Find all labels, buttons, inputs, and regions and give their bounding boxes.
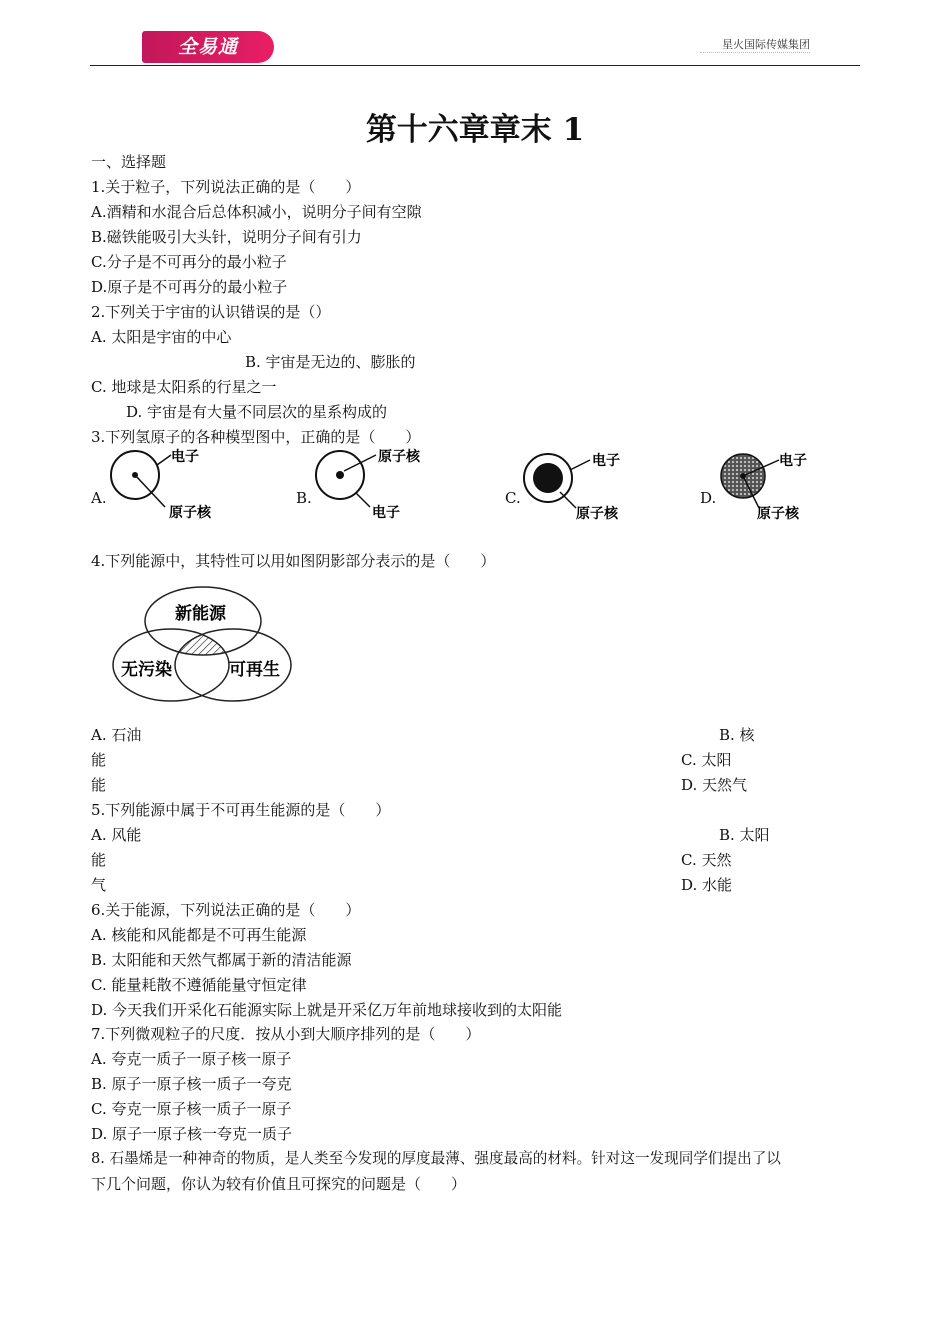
q6-option-c: C. 能量耗散不遵循能量守恒定律 (91, 976, 307, 994)
q5-option-c: C. 天然 (681, 851, 732, 869)
q6-option-a: A. 核能和风能都是不可再生能源 (91, 926, 307, 944)
q3d-electron-label: 电子 (779, 453, 807, 469)
q6-option-b: B. 太阳能和天然气都属于新的清洁能源 (91, 951, 352, 969)
q5-option-a: A. 风能 (91, 826, 142, 844)
q4-option-a: A. 石油 (91, 726, 142, 744)
q5-option-b-wrap: 能 (91, 851, 107, 869)
venn-diagram-figure (105, 585, 305, 710)
q3c-nucleus-label: 原子核 (576, 506, 618, 522)
publisher-name: 星火国际传媒集团 (722, 38, 810, 51)
venn-label-renewable: 可再生 (229, 660, 280, 680)
q2-option-a: A. 太阳是宇宙的中心 (91, 328, 232, 346)
atom-model-b-figure (310, 445, 440, 525)
page-header (90, 28, 860, 68)
q1-stem: 1.关于粒子，下列说法正确的是（ ） (91, 178, 361, 196)
q5-stem: 5.下列能源中属于不可再生能源的是（ ） (91, 801, 391, 819)
q3b-electron-label: 电子 (372, 505, 400, 521)
q8-stem-line2: 下几个问题，你认为较有价值且可探究的问题是（ ） (91, 1175, 467, 1193)
q3-label-a: A. (91, 489, 107, 507)
q3b-nucleus-label: 原子核 (378, 449, 420, 465)
q4-option-a-wrap: 能 (91, 751, 107, 769)
q4-stem: 4.下列能源中，其特性可以用如图阴影部分表示的是（ ） (91, 552, 496, 570)
q1-option-b: B.磁铁能吸引大头针，说明分子间有引力 (91, 228, 362, 246)
q4-option-c-wrap: 能 (91, 776, 107, 794)
publisher-subline (700, 52, 810, 56)
q6-option-d: D. 今天我们开采化石能源实际上就是开采亿万年前地球接收到的太阳能 (91, 1001, 563, 1019)
venn-label-new-energy: 新能源 (175, 604, 226, 624)
q7-stem: 7.下列微观粒子的尺度．按从小到大顺序排列的是（ ） (91, 1025, 481, 1043)
q5-option-d: D. 水能 (681, 876, 733, 894)
q3-stem: 3.下列氢原子的各种模型图中，正确的是（ ） (91, 428, 421, 446)
q7-option-a: A. 夸克一质子一原子核一原子 (91, 1050, 292, 1068)
atom-model-a-figure (105, 445, 235, 525)
q7-option-d: D. 原子一原子核一夸克一质子 (91, 1125, 293, 1143)
q4-option-b: B. 核 (719, 726, 755, 744)
q7-option-c: C. 夸克一原子核一质子一原子 (91, 1100, 292, 1118)
q3d-nucleus-label: 原子核 (757, 506, 799, 522)
q2-option-d: D. 宇宙是有大量不同层次的星系构成的 (126, 403, 388, 421)
q3a-electron-label: 电子 (171, 449, 199, 465)
q3-label-d: D. (700, 489, 717, 507)
brand-logo: 全易通 (142, 31, 274, 63)
q4-option-d: D. 天然气 (681, 776, 748, 794)
q8-stem-line1: 8. 石墨烯是一种神奇的物质，是人类至今发现的厚度最薄、强度最高的材料。针对这一发现同学们提出了以 (91, 1150, 781, 1167)
section-heading: 一、选择题 (91, 153, 167, 171)
atom-model-d-figure (715, 448, 845, 528)
q3-label-c: C. (505, 489, 521, 507)
q3a-nucleus-label: 原子核 (169, 505, 211, 521)
venn-label-no-pollution: 无污染 (121, 660, 172, 680)
q6-stem: 6.关于能源，下列说法正确的是（ ） (91, 901, 361, 919)
q1-option-a: A.酒精和水混合后总体积减小，说明分子间有空隙 (91, 203, 422, 221)
q1-option-d: D.原子是不可再分的最小粒子 (91, 278, 288, 296)
q5-option-b: B. 太阳 (719, 826, 770, 844)
page-title: 第十六章章末 1 (365, 112, 585, 148)
header-rule (90, 65, 860, 66)
q1-option-c: C.分子是不可再分的最小粒子 (91, 253, 287, 271)
q4-option-c: C. 太阳 (681, 751, 732, 769)
q2-option-c: C. 地球是太阳系的行星之一 (91, 378, 277, 396)
atom-model-c-figure (520, 448, 650, 528)
q5-option-c-wrap: 气 (91, 876, 107, 894)
q2-stem: 2.下列关于宇宙的认识错误的是（） (91, 303, 331, 321)
q7-option-b: B. 原子一原子核一质子一夸克 (91, 1075, 292, 1093)
q3-label-b: B. (296, 489, 312, 507)
q2-option-b: B. 宇宙是无边的、膨胀的 (245, 353, 416, 371)
q3c-electron-label: 电子 (592, 453, 620, 469)
